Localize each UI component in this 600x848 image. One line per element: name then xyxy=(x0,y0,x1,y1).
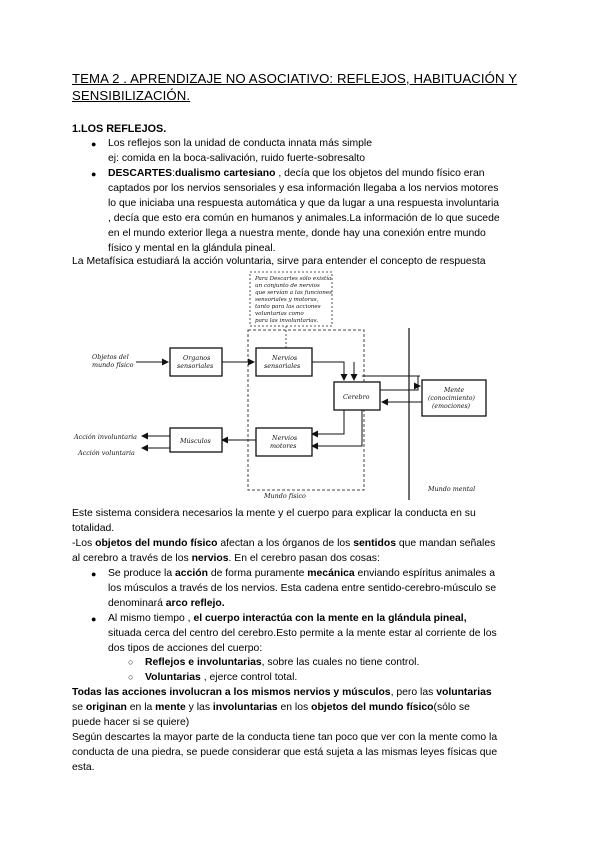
para2-text: que mandan señales xyxy=(395,538,496,549)
sub2-line xyxy=(145,670,297,686)
note-line: para las involuntarias. xyxy=(255,318,319,324)
bold-mente: mente xyxy=(155,702,186,713)
bullet4-text: Al mismo tiempo , xyxy=(108,613,194,624)
bold-accion: acción xyxy=(175,568,208,579)
bullet3-text: denominará xyxy=(108,598,166,609)
mente-label: (emociones) xyxy=(432,403,471,410)
bold-voluntarias: voluntarias xyxy=(436,687,492,698)
note-line: que servían a las funciones xyxy=(255,290,333,296)
sub1-line xyxy=(145,655,419,671)
accion-voluntaria-label: Acción voluntaria xyxy=(78,449,135,457)
nervios-sensoriales-label: sensoriales xyxy=(264,362,301,370)
bullet2-line6: físico y mental en la glándula pineal. xyxy=(108,243,276,254)
bold-voluntarias: Voluntarias xyxy=(145,672,201,683)
para3-line2 xyxy=(72,700,470,716)
bold-todas: Todas las acciones involucran a los mismos nervios y músculos xyxy=(72,687,391,698)
bullet3-line3 xyxy=(108,596,225,612)
musculos-label: Músculos xyxy=(180,437,211,445)
bullet3-text: de forma puramente xyxy=(207,568,308,579)
para3-text: (sólo se xyxy=(433,702,470,713)
para3-text: y las xyxy=(185,702,213,713)
para3-text: en los xyxy=(277,702,312,713)
bold-involuntarias: involuntarias xyxy=(212,702,278,713)
sub-bullet-circle: ○ xyxy=(128,657,134,667)
para2-text: afectan a los órganos de los xyxy=(217,538,354,549)
organos-label: Organos xyxy=(183,354,211,362)
bullet2-line3: lo que iniciaba una respuesta automática y que da lugar a una respuesta involuntaria xyxy=(108,198,500,209)
bullet3-text: Se produce la xyxy=(108,568,176,579)
bold-objetos-mundo: objetos del mundo físico xyxy=(311,702,434,713)
cerebro-label: Cerebro xyxy=(343,393,370,401)
note-line: sensoriales y motoras, xyxy=(255,297,319,303)
para2-line2 xyxy=(72,551,380,567)
mente-label: Mente xyxy=(444,387,465,394)
nervios-motores-label: Nervios xyxy=(272,434,298,442)
sub1-text: , sobre las cuales no tiene control. xyxy=(261,657,420,668)
bullet-dot: ● xyxy=(91,139,97,149)
document-title: TEMA 2 . APRENDIZAJE NO ASOCIATIVO: REFLEJOS, HABITUACIÓN Y SENSIBILIZACIÓN. xyxy=(72,71,518,103)
para2-line1 xyxy=(72,536,495,552)
note-line: tanto para las acciones xyxy=(255,304,321,310)
sub-bullet-circle: ○ xyxy=(128,672,134,682)
note-line: Para Descartes sólo existía xyxy=(255,276,332,282)
bullet1-line1: Los reflejos son la unidad de conducta innata más simple xyxy=(108,138,372,149)
bullet4-line2: situada cerca del centro del cerebro.Esto permite a la mente estar al corriente de los xyxy=(108,628,497,639)
bold-reflejos: Reflejos e involuntarias xyxy=(145,657,262,668)
bullet3-line2: los músculos a través de los nervios. Esta cadena entre sentido-cerebro-músculo se xyxy=(108,583,497,594)
bold-dualismo: dualismo cartesiano xyxy=(174,168,276,179)
para1-line1: Este sistema considera necesarios la mente y el cuerpo para explicar la conducta en su xyxy=(72,508,476,519)
bold-objetos: objetos del mundo físico xyxy=(95,538,218,549)
para3-text: se xyxy=(72,702,86,713)
para4-line3: esta. xyxy=(72,762,95,773)
mente-label: (conocimiento) xyxy=(428,395,475,402)
bullet4-line3: dos tipos de acciones del cuerpo: xyxy=(108,643,263,654)
nervios-motores-label: motores xyxy=(270,442,297,450)
bold-mecanica: mecánica xyxy=(307,568,355,579)
arrow-nervios-cerebro xyxy=(312,362,344,380)
bullet3-text: enviando espíritus animales a xyxy=(354,568,496,579)
para2-text: al cerebro a través de los xyxy=(72,553,192,564)
bold-sentidos: sentidos xyxy=(353,538,396,549)
bullet-dot: ● xyxy=(91,614,97,624)
objetos-label: Objetos del xyxy=(92,353,129,361)
para2-text: . En el cerebro pasan dos cosas: xyxy=(228,553,380,564)
accion-involuntaria-label: Acción involuntaria xyxy=(74,433,137,441)
bullet-dot: ● xyxy=(91,169,97,179)
bold-originan: originan xyxy=(85,702,127,713)
bullet2-line5: en el mundo exterior llega a nuestra mente, donde hay una conexión entre mundo xyxy=(108,228,486,239)
bullet-dot: ● xyxy=(91,569,97,579)
bullet2-line4: , decía que esto era común en humanos y animales.La información de lo que sucede xyxy=(108,213,500,224)
para3-line3: puede hacer si se quiere) xyxy=(72,717,190,728)
bullet3-line1 xyxy=(108,566,495,582)
arrow-cerebro-motores xyxy=(312,410,344,434)
sub2-text: , ejerce control total. xyxy=(200,672,298,683)
section-heading-reflejos: 1.LOS REFLEJOS. xyxy=(72,123,167,135)
metafisica-line: La Metafísica estudiará la acción voluntaria, sirve para entender el concepto de respuesta xyxy=(72,256,486,267)
mundo-mental-label: Mundo mental xyxy=(428,485,476,493)
bold-descartes: DESCARTES xyxy=(108,168,173,179)
nervios-sensoriales-label: Nervios xyxy=(272,354,298,362)
mundo-fisico-label: Mundo físico xyxy=(264,492,306,500)
para3-text: en la xyxy=(126,702,156,713)
para3-line1 xyxy=(72,685,492,701)
bold-nervios: nervios xyxy=(191,553,229,564)
bullet4-line1 xyxy=(108,611,467,627)
bullet1-line2: ej: comida en la boca-salivación, ruido fuerte-sobresalto xyxy=(108,153,366,164)
line-cerebro-mente xyxy=(380,376,420,390)
bold-glandula: el cuerpo interactúa con la mente en la glándula pineal, xyxy=(193,613,467,624)
note-line: un conjunto de nervios xyxy=(255,283,320,289)
bullet2-line2: captados por los nervios sensoriales y esa información llegaba a los nervios motores xyxy=(108,183,499,194)
objetos-label: mundo físico xyxy=(92,361,134,369)
note-line: voluntarias como xyxy=(255,311,304,317)
para4-line2: conducta de una piedra, se puede considerar que está sujeta a las mismas leyes físicas que xyxy=(72,747,498,758)
para3-text: , pero las xyxy=(390,687,437,698)
para1-line2: totalidad. xyxy=(72,523,115,534)
para2-text: -Los xyxy=(72,538,96,549)
bullet2-colon: : xyxy=(172,168,175,179)
para4-line1: Según descartes la mayor parte de la conducta tiene tan poco que ver con la mente como la xyxy=(72,732,498,743)
bullet2-line1 xyxy=(108,166,485,182)
bold-arco-reflejo: arco reflejo. xyxy=(165,598,225,609)
arrow-cerebro-motores-2 xyxy=(312,410,362,446)
descartes-diagram xyxy=(72,268,532,504)
organos-label: sensoriales xyxy=(177,362,214,370)
bullet2-text1: , decía que los objetos del mundo físico eran xyxy=(275,168,485,179)
